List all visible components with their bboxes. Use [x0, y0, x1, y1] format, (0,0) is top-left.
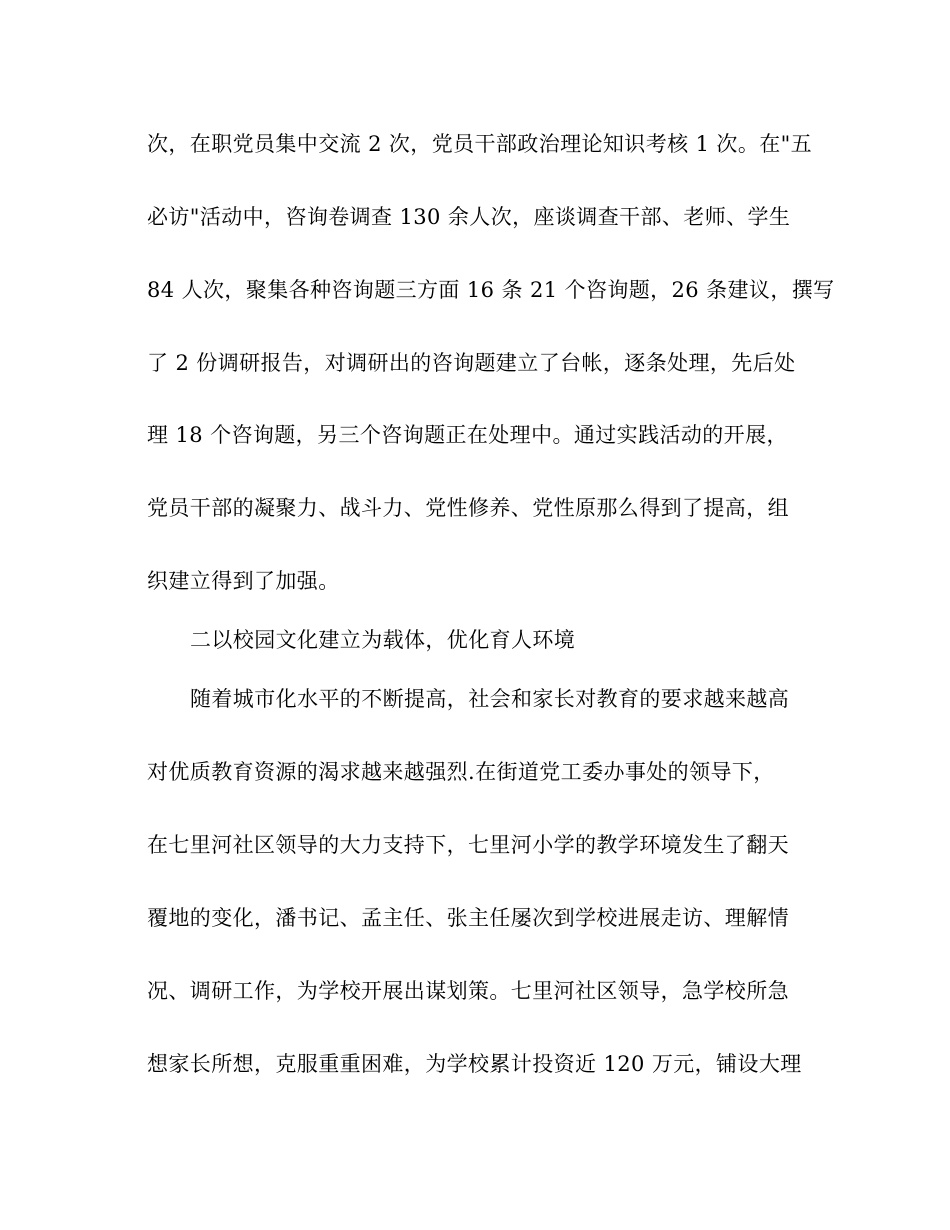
text-line-5: 理 18 个咨询题，另三个咨询题正在处理中。通过实践活动的开展，	[147, 423, 788, 447]
text-line-13: 况、调研工作，为学校开展出谋划策。七里河社区领导，急学校所急	[147, 979, 789, 1003]
text-line-11: 在七里河社区领导的大力支持下，七里河小学的教学环境发生了翻天	[147, 833, 789, 857]
paragraph-first-line: 随着城市化水平的不断提高，社会和家长对教育的要求越来越高	[190, 687, 790, 711]
text-line-2: 必访"活动中，咨询卷调查 130 余人次，座谈调查干部、老师、学生	[147, 205, 791, 229]
text-line-1: 次，在职党员集中交流 2 次，党员干部政治理论知识考核 1 次。在"五	[147, 132, 813, 156]
text-line-14: 想家长所想，克服重重困难，为学校累计投资近 120 万元，铺设大理	[147, 1052, 802, 1076]
text-line-12: 覆地的变化，潘书记、孟主任、张主任屡次到学校进展走访、理解情	[147, 906, 789, 930]
section-heading: 二以校园文化建立为载体，优化育人环境	[190, 628, 576, 652]
text-line-4: 了 2 份调研报告，对调研出的咨询题建立了台帐，逐条处理，先后处	[147, 351, 796, 375]
text-line-3: 84 人次，聚集各种咨询题三方面 16 条 21 个咨询题，26 条建议，撰写	[147, 278, 835, 302]
text-line-6: 党员干部的凝聚力、战斗力、党性修养、党性原那么得到了提高，组	[147, 496, 789, 520]
text-line-7: 织建立得到了加强。	[147, 569, 340, 593]
text-line-10: 对优质教育资源的渴求越来越强烈.在街道党工委办事处的领导下，	[147, 760, 775, 784]
